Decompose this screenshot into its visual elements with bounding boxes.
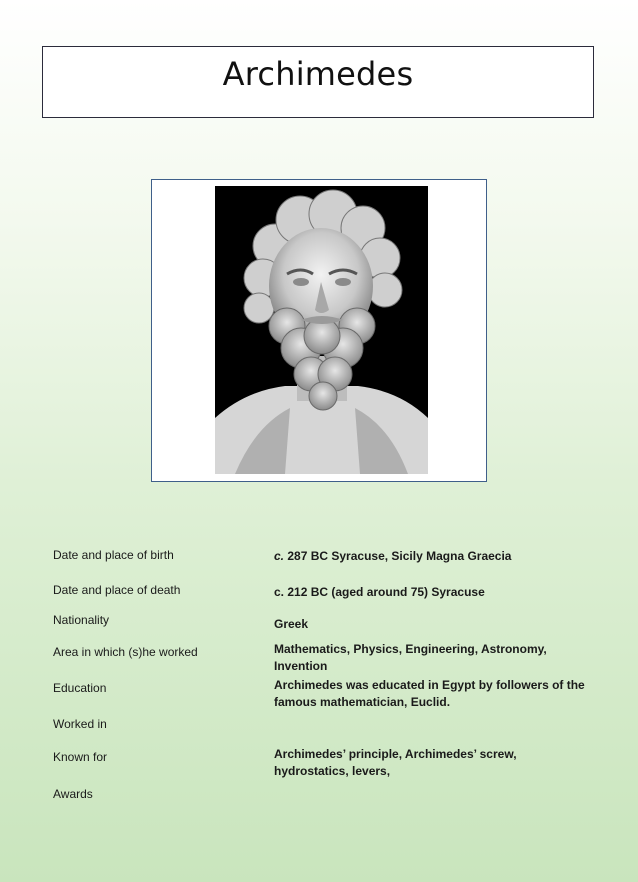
value-death: c. 212 BC (aged around 75) Syracuse [274, 585, 485, 599]
bust-illustration [215, 186, 428, 474]
title-box [42, 46, 594, 118]
archimedes-bust-image [215, 186, 428, 474]
label-nationality: Nationality [53, 613, 110, 627]
label-education: Education [53, 681, 107, 695]
page-title: Archimedes [222, 55, 414, 93]
value-birth-text: 287 BC Syracuse, Sicily Magna Graecia [287, 549, 512, 563]
label-area: Area in which (s)he worked [53, 645, 198, 659]
value-birth-circa: c. [274, 549, 285, 563]
label-awards: Awards [53, 787, 93, 801]
value-known-for: Archimedes’ principle, Archimedes’ screw, hydrostatics, levers, [274, 747, 517, 778]
label-worked-in: Worked in [53, 717, 107, 731]
label-birth: Date and place of birth [53, 548, 174, 562]
label-death: Date and place of death [53, 583, 181, 597]
label-known-for: Known for [53, 750, 108, 764]
value-birth [274, 548, 594, 565]
value-education: Archimedes was educated in Egypt by followers of the famous mathematician, Euclid. [274, 678, 585, 709]
value-nationality: Greek [274, 617, 309, 631]
value-area: Mathematics, Physics, Engineering, Astronomy, Invention [274, 642, 547, 673]
